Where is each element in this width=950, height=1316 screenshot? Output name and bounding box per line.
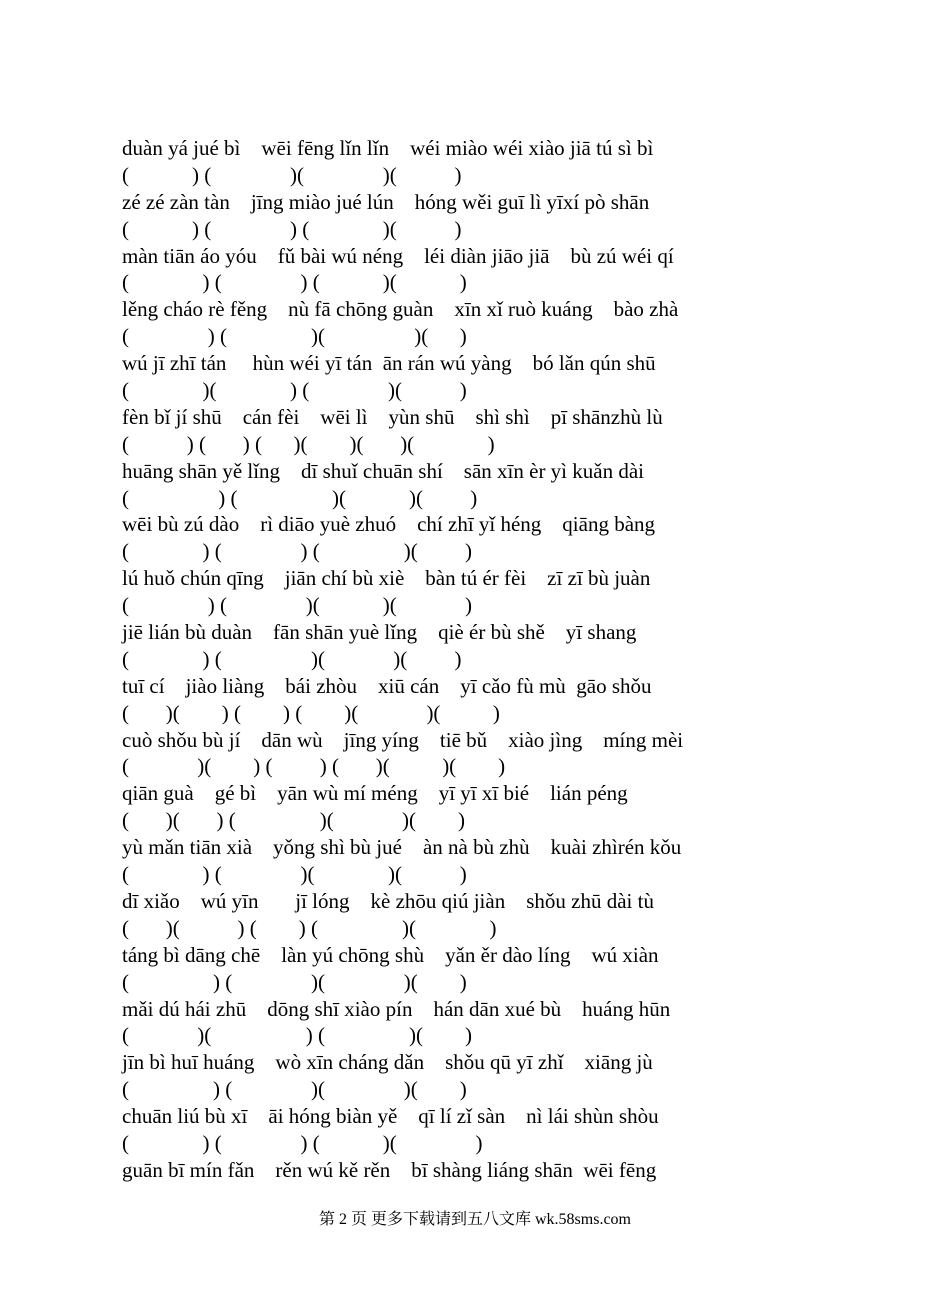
answer-blank-line: ( ) ( )( )( ) [122, 1077, 467, 1102]
answer-blank-line: ( ) ( ) ( )( )( )( ) [122, 431, 495, 456]
answer-blank-line: ( ) ( ) ( )( ) [122, 216, 462, 241]
pinyin-line: huāng shān yě lǐng dī shuǐ chuān shí sān xīn èr yì kuǎn dài [122, 458, 644, 483]
pinyin-line: jīn bì huī huáng wò xīn cháng dǎn shǒu qū yī zhǐ xiāng jù [122, 1050, 653, 1075]
answer-blank-line: ( )( ) ( ) ( )( ) [122, 915, 497, 940]
answer-blank-line: ( )( ) ( ) ( )( )( ) [122, 700, 500, 725]
answer-blank-line: ( ) ( )( )( ) [122, 485, 478, 510]
answer-blank-line: ( ) ( )( )( ) [122, 162, 462, 187]
pinyin-line: yù mǎn tiān xià yǒng shì bù jué àn nà bù zhù kuài zhìrén kǒu [122, 835, 682, 860]
answer-blank-line: ( ) ( ) ( )( ) [122, 1130, 483, 1155]
answer-blank-line: ( ) ( )( )( ) [122, 862, 467, 887]
pinyin-line: dī xiǎo wú yīn jī lóng kè zhōu qiú jiàn shǒu zhū dài tù [122, 888, 654, 913]
pinyin-line: jiē lián bù duàn fān shān yuè lǐng qiè ér bù shě yī shang [122, 620, 637, 645]
pinyin-line: zé zé zàn tàn jīng miào jué lún hóng wěi guī lì yīxí pò shān [122, 189, 650, 214]
answer-blank-line: ( ) ( )( )( ) [122, 969, 467, 994]
answer-blank-line: ( )( ) ( )( )( ) [122, 808, 465, 833]
pinyin-line: fèn bǐ jí shū cán fèi wēi lì yùn shū shì shì pī shānzhù lù [122, 404, 663, 429]
answer-blank-line: ( )( ) ( )( ) [122, 378, 467, 403]
pinyin-line: chuān liú bù xī āi hóng biàn yě qī lí zǐ sàn nì lái shùn shòu [122, 1104, 659, 1129]
pinyin-line: wú jī zhī tán hùn wéi yī tán ān rán wú yàng bó lǎn qún shū [122, 351, 656, 376]
answer-blank-line: ( )( ) ( ) ( )( )( ) [122, 754, 506, 779]
pinyin-line: tuī cí jiào liàng bái zhòu xiū cán yī cǎo fù mù gāo shǒu [122, 673, 652, 698]
pinyin-line: mǎi dú hái zhū dōng shī xiào pín hán dān xué bù huáng hūn [122, 996, 671, 1021]
page-footer: 第 2 页 更多下载请到五八文库 wk.58sms.com [318, 1211, 631, 1228]
pinyin-line: wēi bù zú dào rì diāo yuè zhuó chí zhī yǐ héng qiāng bàng [122, 512, 656, 537]
answer-blank-line: ( ) ( )( )( ) [122, 646, 462, 671]
answer-blank-line: ( ) ( ) ( )( ) [122, 270, 467, 295]
pinyin-line: màn tiān áo yóu fǔ bài wú néng léi diàn jiāo jiā bù zú wéi qí [122, 243, 674, 268]
pinyin-line: cuò shǒu bù jí dān wù jīng yíng tiē bǔ xiào jìng míng mèi [122, 727, 684, 752]
pinyin-line: táng bì dāng chē làn yú chōng shù yǎn ěr dào líng wú xiàn [122, 942, 659, 967]
pinyin-line: lú huǒ chún qīng jiān chí bù xiè bàn tú ér fèi zī zī bù juàn [122, 566, 651, 591]
pinyin-line: lěng cháo rè fěng nù fā chōng guàn xīn xǐ ruò kuáng bào zhà [122, 297, 679, 322]
pinyin-exercise-body [122, 135, 822, 1184]
answer-blank-line: ( )( ) ( )( ) [122, 1023, 472, 1048]
answer-blank-line: ( ) ( ) ( )( ) [122, 539, 472, 564]
answer-blank-line: ( ) ( )( )( ) [122, 324, 467, 349]
pinyin-line: duàn yá jué bì wēi fēng lǐn lǐn wéi miào wéi xiào jiā tú sì bì [122, 136, 654, 160]
answer-blank-line: ( ) ( )( )( ) [122, 593, 472, 618]
pinyin-line: guān bī mín fǎn rěn wú kě rěn bī shàng liáng shān wēi fēng [122, 1157, 657, 1182]
pinyin-line: qiān guà gé bì yān wù mí méng yī yī xī bié lián péng [122, 781, 628, 806]
